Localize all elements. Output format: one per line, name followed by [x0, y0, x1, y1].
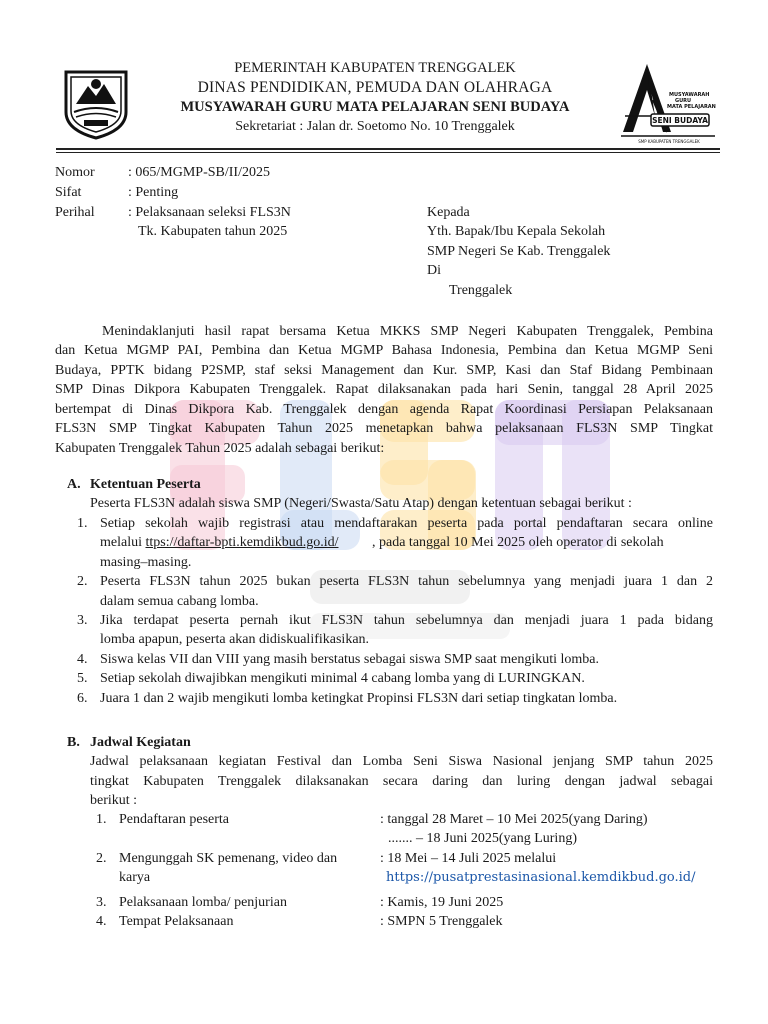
opening-line-4: SMP Dinas Dikpora Kabupaten Trenggalek. Rapat dilaksanakan pada hari Senin, tanggal 28 April 2025 — [55, 382, 713, 397]
schedule-number: 1. — [96, 812, 107, 827]
perihal-value-line2: Tk. Kabupaten tahun 2025 — [138, 224, 288, 239]
recipient-di: Di — [427, 263, 441, 278]
svg-text:GURU: GURU — [675, 98, 692, 104]
sifat-value: : Penting — [128, 185, 179, 200]
list-item-1-line1: Setiap sekolah wajib registrasi atau mendaftarakan peserta pada portal pendaftaran secara online — [100, 516, 713, 531]
opening-line-3: Budaya, PPTK bidang P2SMP, staf seksi Management dan Kur. SMP, Kasi dan Staf Bidang Pembinaan — [55, 363, 713, 378]
perihal-label: Perihal — [55, 205, 95, 220]
list-item-3-line2: lomba apapun, peserta akan didiskualifikasikan. — [100, 632, 370, 647]
opening-line-5: bertempat di Dinas Dikpora Kab. Trenggalek dengan agenda Rapat Koordinasi Persiapan Pelaksanaan — [55, 402, 713, 417]
list-number: 4. — [77, 652, 88, 667]
schedule-value: : 18 Mei – 14 Juli 2025 melalui — [380, 851, 557, 866]
schedule-value: : tanggal 28 Maret – 10 Mei 2025(yang Daring) — [380, 812, 648, 827]
list-item-1-line2-rest: , pada tanggal 10 Mei 2025 oleh operator di sekolah — [372, 535, 664, 550]
kabupaten-trenggalek-emblem — [60, 62, 132, 140]
list-item-6: Juara 1 dan 2 wajib mengikuti lomba ketingkat Propinsi FLS3N dari setiap tingkatan lomba. — [100, 691, 618, 706]
svg-text:MUSYAWARAH: MUSYAWARAH — [669, 92, 710, 98]
list-number: 3. — [77, 613, 88, 628]
section-a-intro: Peserta FLS3N adalah siswa SMP (Negeri/Swasta/Satu Atap) dengan ketentuan sebagai berikut : — [90, 496, 632, 511]
schedule-value: : SMPN 5 Trenggalek — [380, 914, 503, 929]
list-number: 5. — [77, 671, 88, 686]
opening-line-1: Menindaklanjuti hasil rapat bersama Ketua MKKS SMP Negeri Kabupaten Trenggalek, Pembina — [102, 324, 713, 339]
list-item-2-line1: Peserta FLS3N tahun 2025 bukan peserta FLS3N tahun sebelumnya yang menjadi juara 1 dan 2 — [100, 574, 713, 589]
recipient-city: Trenggalek — [449, 283, 513, 298]
registration-portal-link[interactable]: ttps://daftar-bpti.kemdikbud.go.id/ — [145, 535, 339, 550]
section-a-marker: A. — [67, 477, 81, 492]
sifat-label: Sifat — [55, 185, 82, 200]
opening-line-2: dan Ketua MGMP PAI, Pembina dan Ketua MGMP Bahasa Indonesia, Pembina dan Ketua MGMP Seni — [55, 343, 713, 358]
svg-text:MATA PELAJARAN: MATA PELAJARAN — [667, 104, 716, 110]
list-item-2-line2: dalam semua cabang lomba. — [100, 594, 259, 609]
schedule-label: Pelaksanaan lomba/ penjurian — [119, 895, 287, 910]
schedule-number: 4. — [96, 914, 107, 929]
schedule-label: Tempat Pelaksanaan — [119, 914, 234, 929]
section-b-intro-3: berikut : — [90, 793, 138, 808]
schedule-number: 3. — [96, 895, 107, 910]
schedule-label: Mengunggah SK pemenang, video dan — [119, 851, 338, 866]
letterhead-rule-thick — [56, 148, 720, 150]
letterhead-government: PEMERINTAH KABUPATEN TRENGGALEK — [234, 60, 516, 76]
section-b-intro-2: tingkat Kabupaten Trenggalek dilaksanakan secara daring dan luring dengan jadwal sebagai — [90, 774, 713, 789]
list-number: 6. — [77, 691, 88, 706]
section-b-intro-1: Jadwal pelaksanaan kegiatan Festival dan Lomba Seni Siswa Nasional jenjang SMP tahun 2025 — [90, 754, 713, 769]
section-a-title: Ketentuan Peserta — [90, 477, 201, 492]
schedule-value: : Kamis, 19 Juni 2025 — [380, 895, 504, 910]
list-item-5: Setiap sekolah diwajibkan mengikuti minimal 4 cabang lomba yang di LURINGKAN. — [100, 671, 585, 686]
schedule-label-line2: karya — [119, 870, 151, 885]
opening-line-7: Kabupaten Trenggalek Tahun 2025 adalah sebagai berikut: — [55, 441, 385, 456]
schedule-label: Pendaftaran peserta — [119, 812, 229, 827]
pusat-prestasi-link[interactable]: https://pusatprestasinasional.kemdikbud.go.id/ — [386, 870, 696, 885]
list-item-4: Siswa kelas VII dan VIII yang masih berstatus sebagai siswa SMP saat mengikuti lomba. — [100, 652, 599, 667]
section-b-title: Jadwal Kegiatan — [90, 735, 191, 750]
schedule-value-line2: ....... – 18 Juni 2025(yang Luring) — [388, 831, 577, 846]
letterhead-organization: MUSYAWARAH GURU MATA PELAJARAN SENI BUDAYA — [180, 99, 570, 115]
list-item-1-prefix: melalui — [100, 535, 142, 550]
opening-line-6: FLS3N SMP Tingkat Kabupaten Tahun 2025 menetapkan bahwa pelaksanaan FLS3N SMP Tingkat — [55, 421, 713, 436]
schedule-number: 2. — [96, 851, 107, 866]
list-item-1-line3: masing–masing. — [100, 555, 192, 570]
letterhead-address: Sekretariat : Jalan dr. Soetomo No. 10 Trenggalek — [235, 119, 515, 134]
section-b-marker: B. — [67, 735, 80, 750]
svg-text:SENI BUDAYA: SENI BUDAYA — [652, 116, 708, 125]
letterhead-rule-thin — [56, 152, 720, 153]
list-number: 2. — [77, 574, 88, 589]
list-item-1-line2 — [100, 533, 338, 553]
recipient-yth: Yth. Bapak/Ibu Kepala Sekolah — [427, 224, 606, 239]
recipient-kepada: Kepada — [427, 205, 470, 220]
perihal-value: : Pelaksanaan seleksi FLS3N — [128, 205, 291, 220]
nomor-label: Nomor — [55, 165, 95, 180]
nomor-value: : 065/MGMP-SB/II/2025 — [128, 165, 270, 180]
letterhead-department: DINAS PENDIDIKAN, PEMUDA DAN OLAHRAGA — [197, 79, 553, 96]
list-number: 1. — [77, 516, 88, 531]
list-item-3-line1: Jika terdapat peserta pernah ikut FLS3N tahun sebelumnya dan menjadi juara 1 pada bidang — [100, 613, 713, 628]
mgmp-seni-budaya-logo — [617, 60, 717, 148]
recipient-school: SMP Negeri Se Kab. Trenggalek — [427, 244, 611, 259]
svg-text:SMP KABUPATEN TRENGGALEK: SMP KABUPATEN TRENGGALEK — [638, 139, 700, 144]
